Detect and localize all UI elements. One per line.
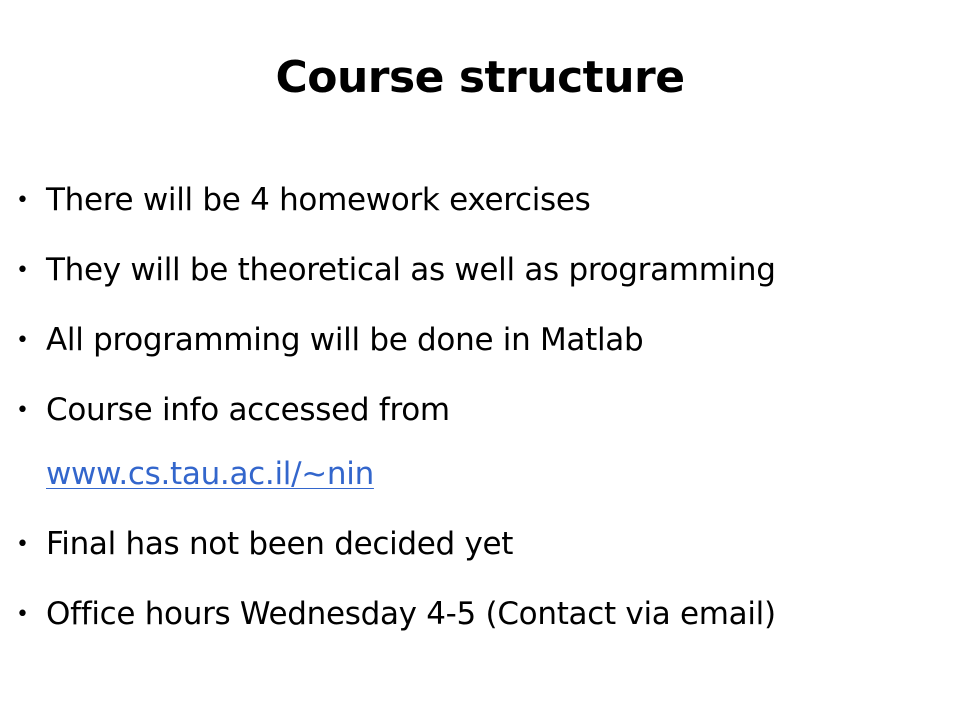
bullet-dot-icon: •: [16, 188, 29, 213]
bullet-dot-icon: •: [16, 328, 29, 353]
slide-title: Course structure: [275, 52, 685, 103]
bullet-dot-icon: •: [16, 602, 29, 627]
bullet-text: There will be 4 homework exercises: [46, 182, 591, 218]
bullet-item: [0, 590, 960, 639]
bullet-dot-icon: •: [16, 532, 29, 557]
bullet-text: Office hours Wednesday 4-5 (Contact via email): [46, 596, 776, 632]
bullet-dot-icon: •: [16, 398, 29, 423]
bullet-text: Final has not been decided yet: [46, 526, 514, 562]
bullet-item: [0, 316, 960, 365]
bullet-item: [0, 520, 960, 569]
bullet-text: They will be theoretical as well as programming: [46, 252, 776, 288]
bullet-text: All programming will be done in Matlab: [46, 322, 644, 358]
bullet-item: [0, 246, 960, 295]
bullet-dot-icon: •: [16, 258, 29, 283]
course-info-link[interactable]: www.cs.tau.ac.il/~nin: [46, 456, 374, 492]
bullet-list: [0, 176, 960, 660]
bullet-text: Course info accessed from: [46, 392, 450, 428]
bullet-item: [0, 386, 960, 499]
bullet-item: [0, 176, 960, 225]
